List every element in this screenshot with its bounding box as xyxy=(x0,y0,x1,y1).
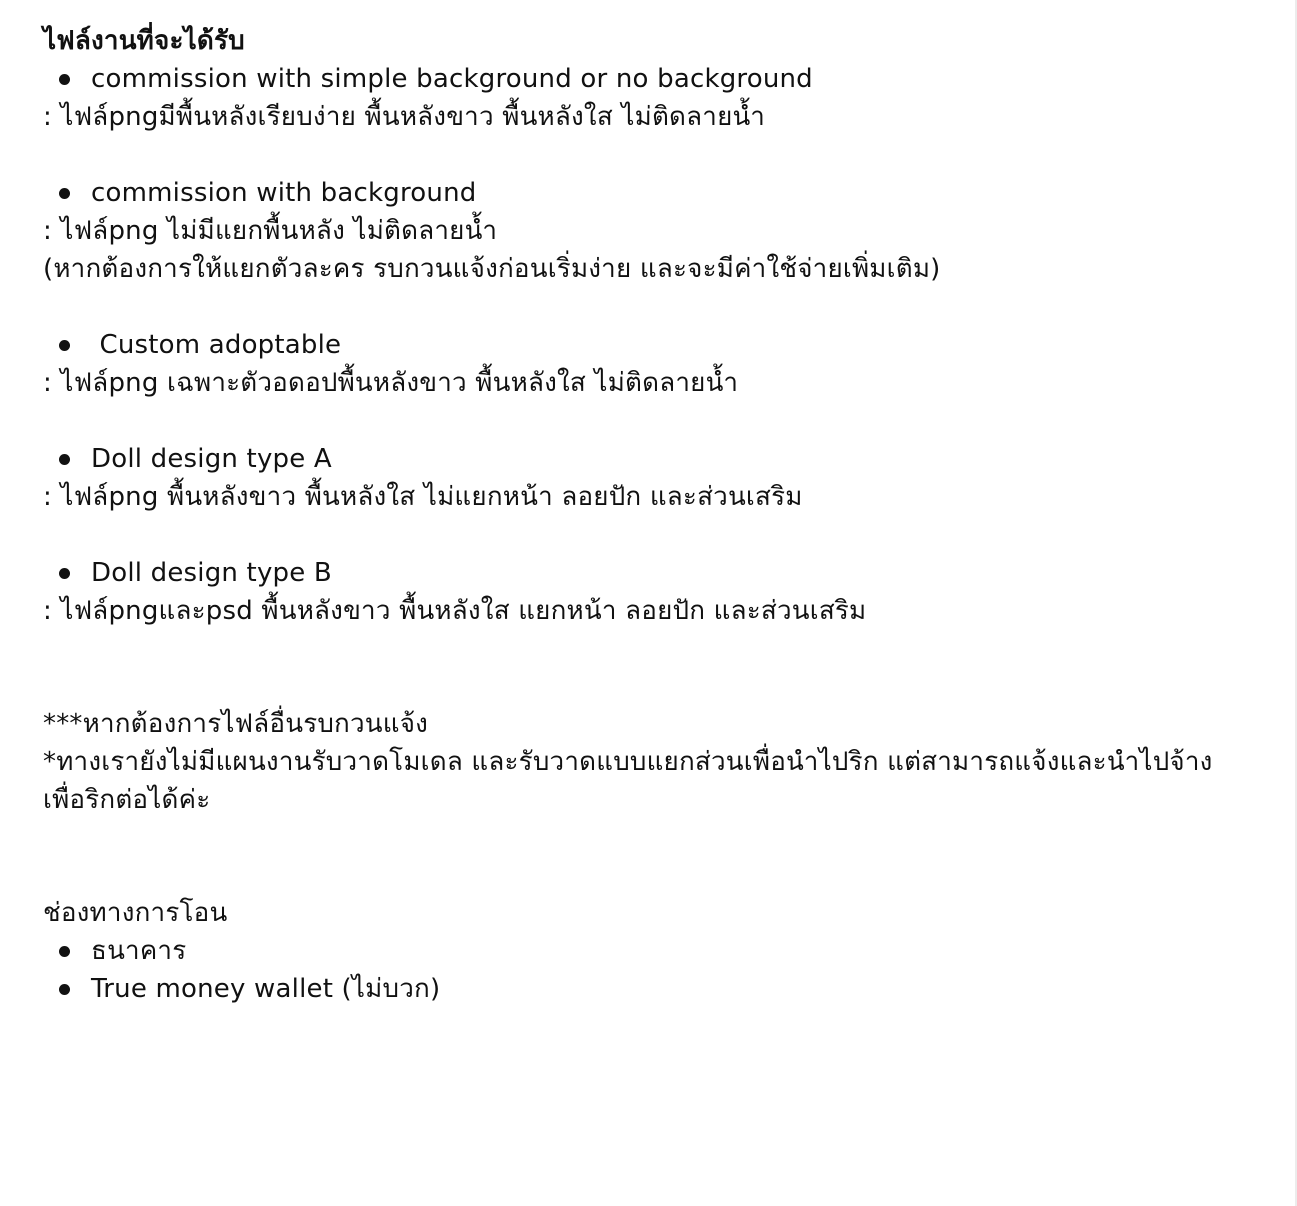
spacer xyxy=(43,288,1263,326)
spacer xyxy=(43,516,1263,554)
spacer xyxy=(43,819,1263,894)
bullet-icon xyxy=(59,984,70,995)
bullet-item-commission-background xyxy=(43,174,1263,212)
bullet-item-doll-design-a xyxy=(43,440,1263,478)
bullet-icon xyxy=(59,946,70,957)
document-body xyxy=(43,22,1263,1008)
payment-title: ช่องทางการโอน xyxy=(43,898,228,928)
bullet-label: commission with background xyxy=(91,178,477,208)
bullet-icon xyxy=(59,340,70,351)
detail-line: : ไฟล์png พื้นหลังขาว พื้นหลังใส ไม่แยกหน้า ลอยปัก และส่วนเสริม xyxy=(43,482,803,512)
detail-line: : ไฟล์png เฉพาะตัวอดอปพื้นหลังขาว พื้นหลังใส ไม่ติดลายน้ำ xyxy=(43,368,739,398)
spacer xyxy=(43,402,1263,440)
detail-line: : ไฟล์pngและpsd พื้นหลังขาว พื้นหลังใส แยกหน้า ลอยปัก และส่วนเสริม xyxy=(43,596,867,626)
detail-line: : ไฟล์png ไม่มีแยกพื้นหลัง ไม่ติดลายน้ำ xyxy=(43,216,498,246)
section-heading: ไฟล์งานที่จะได้รับ xyxy=(43,26,245,56)
bullet-item-custom-adoptable xyxy=(43,326,1263,364)
payment-method-label: True money wallet (ไม่บวก) xyxy=(91,974,441,1004)
payment-method-truemoney xyxy=(43,970,1263,1008)
note-other-files: ***หากต้องการไฟล์อื่นรบกวนแจ้ง xyxy=(43,709,429,739)
bullet-item-commission-simple xyxy=(43,60,1263,98)
detail-line: (หากต้องการให้แยกตัวละคร รบกวนแจ้งก่อนเริ่มง่าย และจะมีค่าใช้จ่ายเพิ่มเติม) xyxy=(43,254,941,284)
detail-line: : ไฟล์pngมีพื้นหลังเรียบง่าย พื้นหลังขาว พื้นหลังใส ไม่ติดลายน้ำ xyxy=(43,102,766,132)
spacer xyxy=(43,630,1263,705)
note-model-rigging: *ทางเรายังไม่มีแผนงานรับวาดโมเดล และรับวาดแบบแยกส่วนเพื่อนำไปริก แต่สามารถแจ้งและนำไปจ้างเพื่อริกต่อได้ค่ะ xyxy=(43,747,1213,815)
payment-method-bank xyxy=(43,932,1263,970)
payment-method-label: ธนาคาร xyxy=(91,936,187,966)
bullet-item-doll-design-b xyxy=(43,554,1263,592)
bullet-label: Doll design type A xyxy=(91,444,332,474)
spacer xyxy=(43,136,1263,174)
bullet-icon xyxy=(59,74,70,85)
bullet-icon xyxy=(59,568,70,579)
bullet-icon xyxy=(59,188,70,199)
bullet-icon xyxy=(59,454,70,465)
bullet-label: Custom adoptable xyxy=(91,330,342,360)
bullet-label: Doll design type B xyxy=(91,558,332,588)
bullet-label: commission with simple background or no background xyxy=(91,64,813,94)
